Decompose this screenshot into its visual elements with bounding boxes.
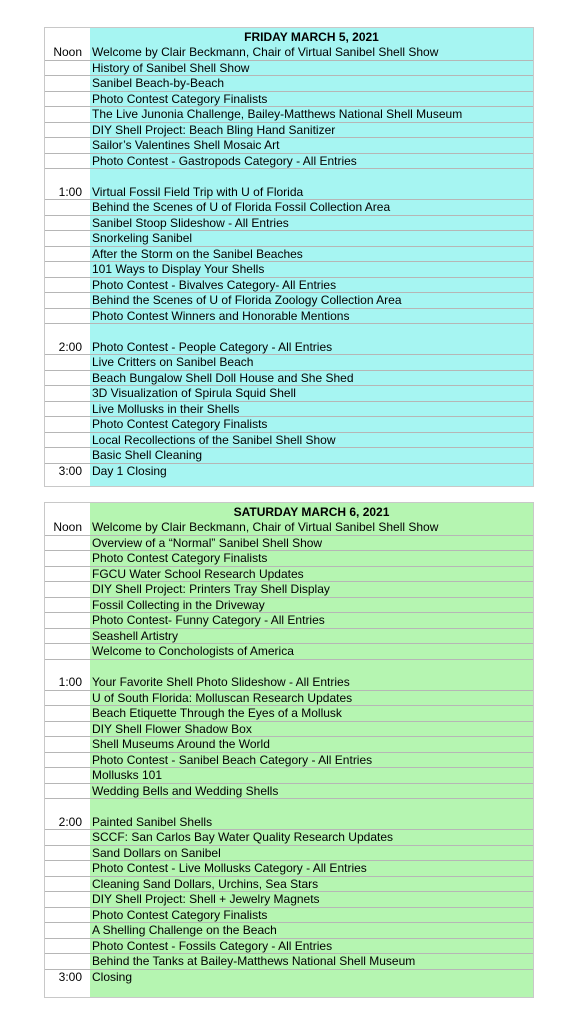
session-title: Photo Contest Category Finalists <box>92 907 268 922</box>
schedule-row <box>45 815 533 831</box>
schedule-row <box>45 737 533 753</box>
session-title: Your Favorite Shell Photo Slideshow - All Entries <box>92 675 350 689</box>
session-title: Wedding Bells and Wedding Shells <box>92 783 279 798</box>
session-title: Welcome to Conchologists of America <box>92 644 294 658</box>
schedule-row <box>45 138 533 154</box>
time-label: 2:00 <box>58 339 82 354</box>
session-title: Behind the Scenes of U of Florida Fossil Collection Area <box>92 200 391 214</box>
session-title: 101 Ways to Display Your Shells <box>92 262 265 276</box>
schedule-row <box>45 216 533 232</box>
schedule-row <box>45 386 533 402</box>
schedule-row <box>45 970 533 986</box>
session-title: 3D Visualization of Spirula Squid Shell <box>92 386 296 400</box>
spacer-row <box>45 169 533 185</box>
time-label: 1:00 <box>58 675 82 689</box>
session-title: Snorkeling Sanibel <box>92 231 193 245</box>
schedule-row <box>45 892 533 908</box>
session-title: DIY Shell Project: Shell + Jewelry Magnets <box>92 892 320 906</box>
spacer-row <box>45 324 533 340</box>
saturday-schedule <box>44 502 534 998</box>
session-title: Local Recollections of the Sanibel Shell Show <box>92 432 336 447</box>
time-label: Noon <box>53 520 82 534</box>
schedule-row <box>45 753 533 769</box>
schedule-row <box>45 200 533 216</box>
session-title: Mollusks 101 <box>92 768 163 782</box>
schedule-row <box>45 861 533 877</box>
session-title: After the Storm on the Sanibel Beaches <box>92 246 303 261</box>
session-title: The Live Junonia Challenge, Bailey-Matthews National Shell Museum <box>92 107 463 121</box>
session-title: Beach Bungalow Shell Doll House and She Shed <box>92 370 354 385</box>
session-title: Photo Contest - Gastropods Category - All Entries <box>92 153 357 168</box>
schedule-row <box>45 598 533 614</box>
session-title: Photo Contest - Fossils Category - All Entries <box>92 938 333 953</box>
session-title: Sailor’s Valentines Shell Mosaic Art <box>92 138 280 152</box>
session-title: Sanibel Stoop Slideshow - All Entries <box>92 215 289 230</box>
schedule-row <box>45 644 533 660</box>
schedule-row <box>45 536 533 552</box>
schedule-row <box>45 45 533 61</box>
session-title: Sand Dollars on Sanibel <box>92 845 221 860</box>
schedule-row <box>45 567 533 583</box>
session-title: Closing <box>92 969 133 984</box>
schedule-row <box>45 784 533 800</box>
day-title-saturday: SATURDAY MARCH 6, 2021 <box>233 505 390 519</box>
session-title: Cleaning Sand Dollars, Urchins, Sea Stars <box>92 876 319 891</box>
session-title: U of South Florida: Molluscan Research Updates <box>92 690 353 705</box>
schedule-row <box>45 768 533 784</box>
schedule-row <box>45 691 533 707</box>
time-label: 3:00 <box>58 463 82 478</box>
time-label: 2:00 <box>58 814 82 829</box>
session-title: Beach Etiquette Through the Eyes of a Mollusk <box>92 706 342 720</box>
time-label: 1:00 <box>58 184 82 199</box>
schedule-row <box>45 551 533 567</box>
schedule-row <box>45 582 533 598</box>
session-title: Behind the Tanks at Bailey-Matthews National Shell Museum <box>92 954 416 968</box>
session-title: DIY Shell Project: Printers Tray Shell Display <box>92 582 330 596</box>
session-title: Behind the Scenes of U of Florida Zoology Collection Area <box>92 293 402 307</box>
time-label: Noon <box>53 45 82 59</box>
session-title: Virtual Fossil Field Trip with U of Florida <box>92 184 304 199</box>
schedule-row <box>45 417 533 433</box>
session-title: DIY Shell Flower Shadow Box <box>92 721 252 736</box>
session-title: Welcome by Clair Beckmann, Chair of Virtual Sanibel Shell Show <box>92 520 439 534</box>
session-title: Live Mollusks in their Shells <box>92 401 240 416</box>
schedule-row <box>45 954 533 970</box>
schedule-row <box>45 433 533 449</box>
schedule-row <box>45 340 533 356</box>
session-title: DIY Shell Project: Beach Bling Hand Sanitizer <box>92 122 336 137</box>
schedule-row <box>45 448 533 464</box>
schedule-row <box>45 293 533 309</box>
session-title: Overview of a “Normal” Sanibel Shell Show <box>92 535 323 550</box>
schedule-row <box>45 923 533 939</box>
time-label: 3:00 <box>58 969 82 984</box>
schedule-row <box>45 939 533 955</box>
session-title: Fossil Collecting in the Driveway <box>92 597 265 612</box>
session-title: Basic Shell Cleaning <box>92 448 203 462</box>
schedule-row <box>45 107 533 123</box>
schedule-row <box>45 613 533 629</box>
session-title: FGCU Water School Research Updates <box>92 566 304 581</box>
day-title-friday: FRIDAY MARCH 5, 2021 <box>244 30 379 44</box>
schedule-row <box>45 877 533 893</box>
session-title: Photo Contest - Bivalves Category- All Entries <box>92 277 337 292</box>
schedule-row <box>45 520 533 536</box>
session-title: History of Sanibel Shell Show <box>92 60 250 75</box>
schedule-row <box>45 185 533 201</box>
schedule-row <box>45 61 533 77</box>
schedule-row <box>45 629 533 645</box>
schedule-row <box>45 123 533 139</box>
session-title: Photo Contest Winners and Honorable Mentions <box>92 308 350 323</box>
session-title: Photo Contest- Funny Category - All Entries <box>92 613 325 627</box>
schedule-row <box>45 371 533 387</box>
session-title: Photo Contest - People Category - All Entries <box>92 339 333 354</box>
schedule-row <box>45 278 533 294</box>
session-title: Day 1 Closing <box>92 463 167 478</box>
session-title: Photo Contest Category Finalists <box>92 417 268 431</box>
session-title: Photo Contest - Sanibel Beach Category - All Entries <box>92 752 373 767</box>
session-title: Painted Sanibel Shells <box>92 814 213 829</box>
schedule-row <box>45 76 533 92</box>
session-title: Seashell Artistry <box>92 628 179 643</box>
schedule-row <box>45 830 533 846</box>
schedule-row <box>45 231 533 247</box>
schedule-row <box>45 706 533 722</box>
schedule-row <box>45 247 533 263</box>
schedule-row <box>45 262 533 278</box>
session-title: Sanibel Beach-by-Beach <box>92 76 225 90</box>
schedule-row <box>45 464 533 480</box>
spacer-row <box>45 799 533 815</box>
schedule-row <box>45 846 533 862</box>
schedule-row <box>45 154 533 170</box>
session-title: SCCF: San Carlos Bay Water Quality Research Updates <box>92 830 394 844</box>
spacer-row <box>45 660 533 676</box>
schedule-row <box>45 402 533 418</box>
schedule-row <box>45 355 533 371</box>
schedule-row <box>45 722 533 738</box>
session-title: A Shelling Challenge on the Beach <box>92 923 277 937</box>
session-title: Photo Contest Category Finalists <box>92 551 268 565</box>
session-title: Live Critters on Sanibel Beach <box>92 355 254 369</box>
session-title: Welcome by Clair Beckmann, Chair of Virtual Sanibel Shell Show <box>92 45 439 59</box>
schedule-row <box>45 92 533 108</box>
session-title: Photo Contest - Live Mollusks Category - All Entries <box>92 861 367 875</box>
schedule-row <box>45 908 533 924</box>
schedule-row <box>45 309 533 325</box>
session-title: Shell Museums Around the World <box>92 737 270 751</box>
schedule-row <box>45 675 533 691</box>
friday-schedule <box>44 27 534 487</box>
session-title: Photo Contest Category Finalists <box>92 91 268 106</box>
